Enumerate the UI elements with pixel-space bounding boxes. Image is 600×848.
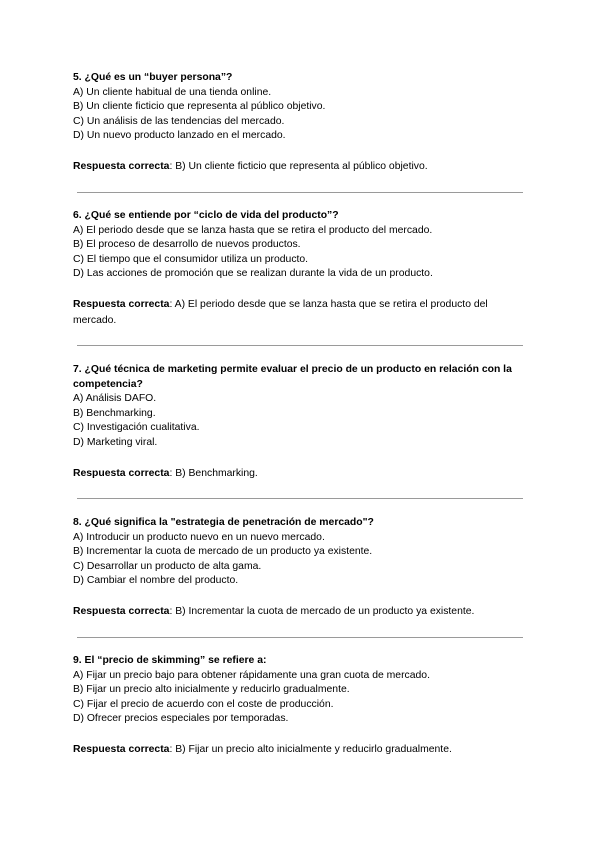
option-d: D) Las acciones de promoción que se realizan durante la vida de un producto. [73, 268, 433, 280]
option-d: D) Ofrecer precios especiales por temporadas. [73, 713, 289, 725]
question-title: 8. ¿Qué significa la "estrategia de penetración de mercado"? [73, 517, 374, 528]
correct-answer [73, 604, 533, 620]
divider [77, 345, 523, 346]
option-b: B) El proceso de desarrollo de nuevos productos. [73, 239, 301, 251]
question-block-7 [73, 363, 533, 482]
option-a: A) Un cliente habitual de una tienda online. [73, 86, 272, 98]
answer-text: : B) Incrementar la cuota de mercado de un producto ya existente. [169, 605, 475, 617]
question-title: 5. ¿Qué es un “buyer persona”? [73, 72, 233, 83]
option-b: B) Incrementar la cuota de mercado de un producto ya existente. [73, 546, 373, 558]
option-d: D) Un nuevo producto lanzado en el mercado. [73, 130, 286, 142]
option-c: C) Fijar el precio de acuerdo con el coste de producción. [73, 698, 334, 710]
option-d: D) Marketing viral. [73, 436, 158, 448]
answer-text: : B) Fijar un precio alto inicialmente y reducirlo gradualmente. [169, 743, 452, 755]
option-d: D) Cambiar el nombre del producto. [73, 575, 239, 587]
divider [77, 192, 523, 193]
answer-label: Respuesta correcta [73, 298, 170, 310]
option-b: B) Un cliente ficticio que representa al público objetivo. [73, 101, 326, 113]
question-block-9 [73, 654, 533, 758]
divider [77, 637, 523, 638]
answer-text: : B) Un cliente ficticio que representa al público objetivo. [169, 160, 428, 172]
option-c: C) Investigación cualitativa. [73, 422, 200, 434]
question-block-5 [73, 71, 533, 175]
answer-label: Respuesta correcta [73, 743, 170, 755]
answer-label: Respuesta correcta [73, 605, 170, 617]
option-c: C) El tiempo que el consumidor utiliza un producto. [73, 253, 309, 265]
answer-text: : A) El periodo desde que se lanza hasta que se retira el producto del mercado. [73, 298, 488, 326]
answer-text: : B) Benchmarking. [169, 467, 258, 479]
correct-answer [73, 297, 533, 329]
question-title: 7. ¿Qué técnica de marketing permite evaluar el precio de un producto en relación con la competencia? [73, 364, 512, 390]
option-c: C) Un análisis de las tendencias del mercado. [73, 115, 285, 127]
answer-label: Respuesta correcta [73, 160, 170, 172]
option-b: B) Fijar un precio alto inicialmente y reducirlo gradualmente. [73, 684, 350, 696]
question-block-6 [73, 209, 533, 329]
option-a: A) Introducir un producto nuevo en un nuevo mercado. [73, 531, 325, 543]
divider [77, 498, 523, 499]
correct-answer [73, 742, 533, 758]
correct-answer [73, 466, 533, 482]
option-c: C) Desarrollar un producto de alta gama. [73, 560, 262, 572]
answer-label: Respuesta correcta [73, 467, 170, 479]
question-block-8 [73, 516, 533, 620]
option-b: B) Benchmarking. [73, 407, 156, 419]
correct-answer [73, 159, 533, 175]
option-a: A) El periodo desde que se lanza hasta que se retira el producto del mercado. [73, 224, 433, 236]
option-a: A) Fijar un precio bajo para obtener rápidamente una gran cuota de mercado. [73, 669, 430, 681]
question-title: 6. ¿Qué se entiende por “ciclo de vida del producto”? [73, 210, 339, 221]
option-a: A) Análisis DAFO. [73, 393, 157, 405]
question-title: 9. El “precio de skimming” se refiere a: [73, 655, 267, 666]
